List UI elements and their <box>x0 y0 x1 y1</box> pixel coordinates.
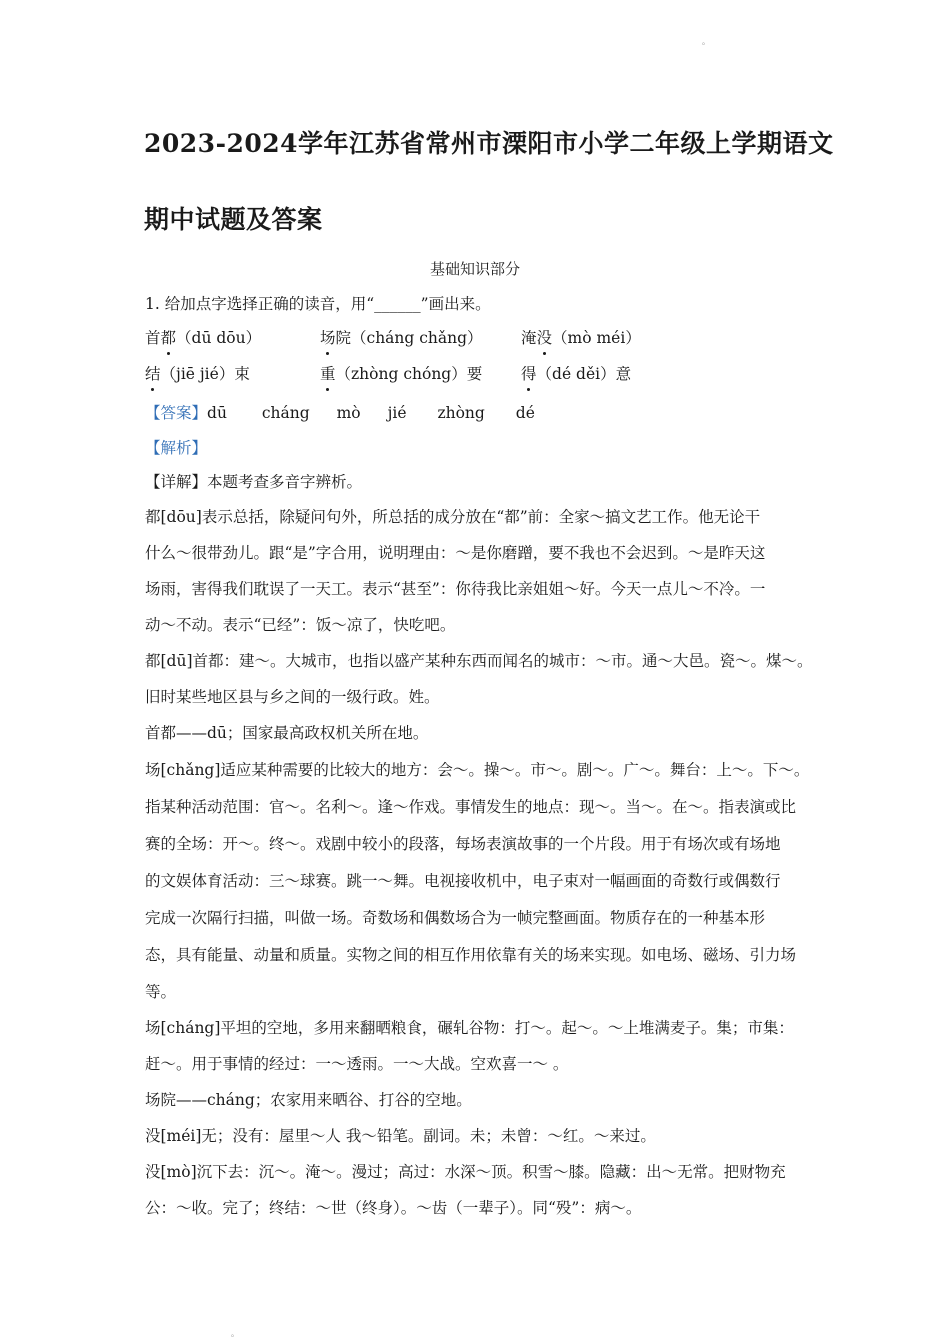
emphasized-char: 场 <box>320 326 336 348</box>
question1-prompt: 1. 给加点字选择正确的读音，用“______”画出来。 <box>145 295 491 313</box>
answer-value: jié <box>387 404 407 422</box>
detail-label: 【详解】 <box>145 473 208 491</box>
emphasized-char: 都 <box>161 326 177 348</box>
answer-value: dé <box>515 404 535 422</box>
paragraph-line: 旧时某些地区县与乡之间的一级行政。姓。 <box>145 688 440 706</box>
emphasized-char: 结 <box>145 362 161 384</box>
answer-value: mò <box>336 404 361 422</box>
emphasized-char: 没 <box>537 326 553 348</box>
answer-line <box>145 401 535 423</box>
emphasized-char: 重 <box>320 362 336 384</box>
paragraph-line: 指某种活动范围：官～。名利～。逢～作戏。事情发生的地点：现～。当～。在～。指表演或比 <box>145 798 797 816</box>
paragraph-line: 没[mò]沉下去：沉～。淹～。漫过；高过：水深～顶。积雪～膝。隐藏：出～无常。把财物充 <box>145 1163 786 1181</box>
question1-item-3: 淹没（mò méi） <box>521 326 641 348</box>
document-title-line1: 2023-2024学年江苏省常州市溧阳市小学二年级上学期语文 <box>144 129 834 158</box>
paragraph-line: 动～不动。表示“已经”：饭～凉了，快吃吧。 <box>145 616 456 634</box>
section-title: 基础知识部分 <box>429 260 520 278</box>
detail-intro: 本题考查多音字辨析。 <box>207 473 363 491</box>
paragraph-line: 没[méi]无；没有：屋里～人 我～铅笔。副词。未；未曾：～红。～来过。 <box>145 1127 656 1145</box>
paragraph-line: 场院——cháng；农家用来晒谷、打谷的空地。 <box>145 1091 472 1109</box>
page-dot-top: 。 <box>702 37 710 46</box>
analysis-label: 【解析】 <box>145 439 208 457</box>
question1-item-4: 结（jiē jié）束 <box>145 362 250 384</box>
paragraph-line: 的文娱体育活动：三～球赛。跳一～舞。电视接收机中，电子束对一幅画面的奇数行或偶数行 <box>145 872 781 890</box>
paragraph-line: 什么～很带劲儿。跟“是”字合用，说明理由：～是你磨蹭，要不我也不会迟到。～是昨天这 <box>145 544 766 562</box>
paragraph-line: 态，具有能量、动量和质量。实物之间的相互作用依靠有关的场来实现。如电场、磁场、引力场 <box>145 946 797 964</box>
paragraph-line: 首都——dū；国家最高政权机关所在地。 <box>145 724 429 742</box>
question1-item-2: 场院（cháng chǎng） <box>320 326 483 348</box>
answer-value: zhòng <box>437 404 485 422</box>
detail-line <box>145 470 362 492</box>
question1-item-1: 首都（dū dōu） <box>145 326 261 348</box>
answer-label: 【答案】 <box>145 404 208 422</box>
paragraph-line: 场雨，害得我们耽误了一天工。表示“甚至”：你待我比亲姐姐～好。今天一点儿～不冷。一 <box>145 580 766 598</box>
paragraph-line: 完成一次隔行扫描，叫做一场。奇数场和偶数场合为一帧完整画面。物质存在的一种基本形 <box>145 909 766 927</box>
answer-value: cháng <box>261 404 310 422</box>
page-dot-bottom: 。 <box>231 1329 239 1338</box>
paragraph-line: 场[chǎng]适应某种需要的比较大的地方：会～。操～。市～。剧～。广～。舞台：上～。下～。 <box>145 761 810 779</box>
question1-item-5: 重（zhòng chóng）要 <box>320 362 482 384</box>
document-title-line2: 期中试题及答案 <box>144 205 323 234</box>
paragraph-line: 赛的全场：开～。终～。戏剧中较小的段落，每场表演故事的一个片段。用于有场次或有场地 <box>145 835 781 853</box>
question1-item-6: 得（dé děi）意 <box>521 362 631 384</box>
paragraph-line: 公：～收。完了；终结：～世（终身）。～齿（一辈子）。同“殁”：病～。 <box>145 1199 642 1217</box>
paragraph-line: 都[dōu]表示总括，除疑问句外，所总括的成分放在“都”前：全家～搞文艺工作。他无论干 <box>145 508 761 526</box>
emphasized-char: 得 <box>521 362 537 384</box>
paragraph-line: 都[dū]首都：建～。大城市，也指以盛产某种东西而闻名的城市：～市。通～大邑。瓷～。煤～。 <box>145 652 813 670</box>
paragraph-line: 等。 <box>145 983 177 1001</box>
paragraph-line: 赶～。用于事情的经过：一～透雨。一～大战。空欢喜一～ 。 <box>145 1055 569 1073</box>
paragraph-line: 场[cháng]平坦的空地，多用来翻晒粮食，碾轧谷物：打～。起～。～上堆满麦子。集；市集： <box>145 1019 794 1037</box>
answer-value: dū <box>207 404 227 422</box>
